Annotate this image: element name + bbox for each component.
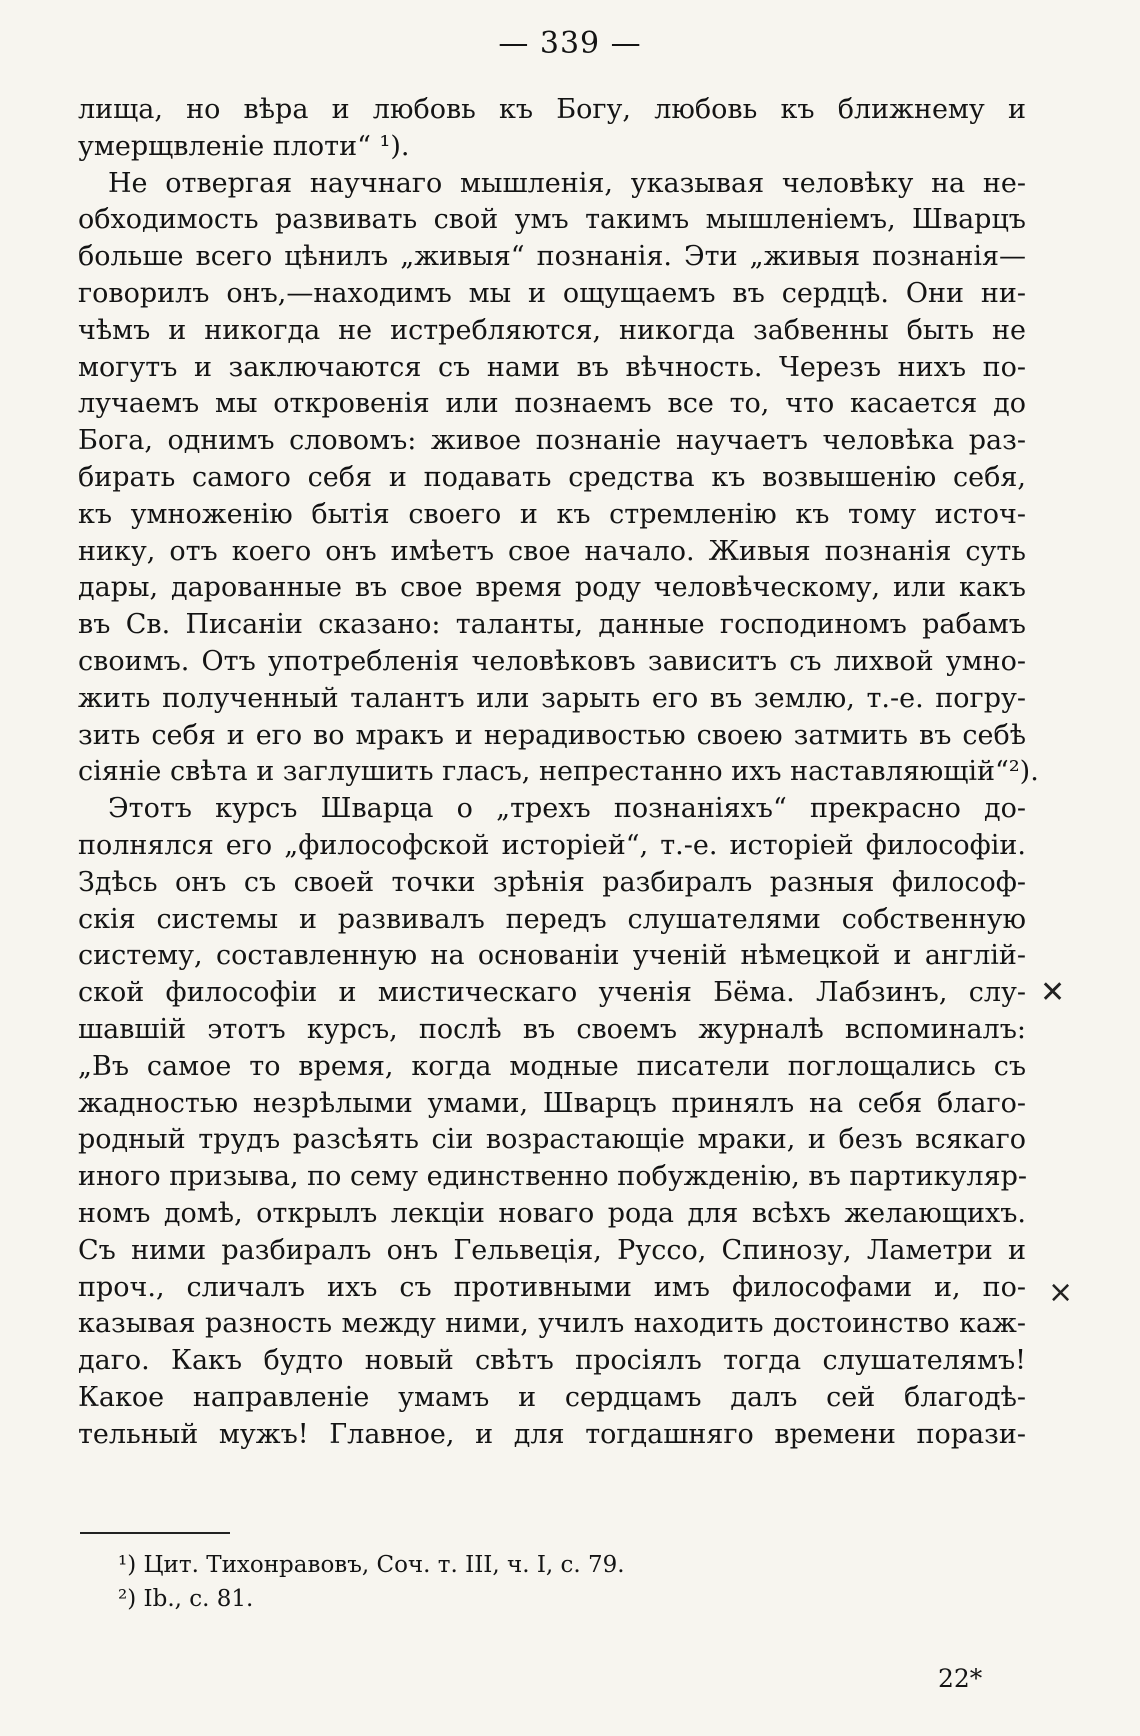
margin-mark: ✕ bbox=[1040, 975, 1066, 1010]
text-line: бирать самого себя и подавать средства къ возвышенію себя, bbox=[78, 461, 1026, 493]
footnote-divider bbox=[80, 1532, 230, 1535]
text-line: въ Св. Писаніи сказано: таланты, данные господиномъ рабамъ bbox=[78, 609, 1026, 641]
text-line: нику, отъ коего онъ имѣетъ свое начало. Живыя познанія суть bbox=[78, 535, 1026, 567]
footnotes bbox=[118, 1548, 818, 1616]
text-line: проч., сличалъ ихъ съ противными имъ философами и, по- bbox=[78, 1271, 1026, 1303]
text-line: казывая разность между ними, училъ находить достоинство каж- bbox=[78, 1308, 1026, 1340]
text-line: систему, составленную на основаніи ученій нѣмецкой и англій- bbox=[78, 940, 1026, 972]
text-line: тельный мужъ! Главное, и для тогдашняго времени порази- bbox=[78, 1418, 1026, 1450]
text-line: иного призыва, по сему единственно побужденію, въ партикуляр- bbox=[78, 1161, 1028, 1193]
text-line: обходимость развивать свой умъ такимъ мышленіемъ, Шварцъ bbox=[78, 204, 1026, 236]
text-line: сіяніе свѣта и заглушить гласъ, непрестанно ихъ наставляющій“²). bbox=[78, 756, 1039, 788]
printer-signature-mark: 22* bbox=[938, 1664, 983, 1693]
text-line: жадностью незрѣлыми умами, Шварцъ принялъ на себя благо- bbox=[78, 1087, 1026, 1119]
text-line: скія системы и развивалъ передъ слушателями собственную bbox=[78, 903, 1026, 935]
page-number: — 339 — bbox=[498, 26, 642, 61]
body-text bbox=[78, 92, 1039, 1453]
text-line: лища, но вѣра и любовь къ Богу, любовь къ ближнему и bbox=[78, 94, 1026, 125]
text-line: могутъ и заключаются съ нами въ вѣчность. Черезъ нихъ по- bbox=[78, 351, 1026, 383]
text-line: умерщвленіе плоти“ ¹). bbox=[78, 130, 410, 162]
text-line: ской философіи и мистическаго ученія Бёма. Лабзинъ, слу- bbox=[78, 977, 1026, 1009]
text-line: больше всего цѣнилъ „живыя“ познанія. Эти „живыя познанія— bbox=[78, 241, 1026, 273]
text-line: зить себя и его во мракъ и нерадивостью своею затмить въ себѣ bbox=[78, 719, 1026, 751]
text-line: Не отвергая научнаго мышленія, указывая человѣку на не- bbox=[108, 167, 1026, 199]
text-line: даго. Какъ будто новый свѣтъ просіялъ тогда слушателямъ! bbox=[78, 1345, 1026, 1377]
text-line: къ умноженію бытія своего и къ стремленію къ тому источ- bbox=[78, 498, 1026, 530]
text-line: Какое направленіе умамъ и сердцамъ далъ сей благодѣ- bbox=[78, 1381, 1026, 1413]
text-line: Бога, однимъ словомъ: живое познаніе научаетъ человѣка раз- bbox=[78, 425, 1026, 457]
text-line: Съ ними разбиралъ онъ Гельвеція, Руссо, Спинозу, Ламетри и bbox=[78, 1234, 1026, 1266]
text-line: „Въ самое то время, когда модные писатели поглощались съ bbox=[78, 1050, 1026, 1082]
margin-mark: × bbox=[1048, 1275, 1074, 1310]
text-line: родный трудъ разсѣять сіи возрастающіе мраки, и безъ всякаго bbox=[78, 1124, 1026, 1156]
text-line: своимъ. Отъ употребленія человѣковъ зависитъ съ лихвой умно- bbox=[78, 645, 1026, 677]
text-line: полнялся его „философской исторіей“, т.-е. исторіей философіи. bbox=[78, 829, 1026, 861]
text-line: Этотъ курсъ Шварца о „трехъ познаніяхъ“ прекрасно до- bbox=[108, 793, 1026, 825]
text-line: шавшій этотъ курсъ, послѣ въ своемъ журналѣ вспоминалъ: bbox=[78, 1013, 1026, 1045]
text-line: Здѣсь онъ съ своей точки зрѣнія разбиралъ разныя философ- bbox=[78, 866, 1026, 898]
text-line: номъ домѣ, открылъ лекціи новаго рода для всѣхъ желающихъ. bbox=[78, 1197, 1026, 1229]
text-line: жить полученный талантъ или зарыть его въ землю, т.-е. погру- bbox=[78, 682, 1026, 714]
text-line: чѣмъ и никогда не истребляются, никогда забвенны быть не bbox=[78, 314, 1026, 346]
footnote-2: ²) Ib., с. 81. bbox=[118, 1586, 254, 1612]
text-line: говорилъ онъ,—находимъ мы и ощущаемъ въ сердцѣ. Они ни- bbox=[78, 277, 1026, 309]
text-line: лучаемъ мы откровенія или познаемъ все то, что касается до bbox=[78, 388, 1026, 420]
footnote-1: ¹) Цит. Тихонравовъ, Соч. т. III, ч. I, с. 79. bbox=[118, 1552, 625, 1578]
text-line: дары, дарованные въ свое время роду человѣческому, или какъ bbox=[78, 572, 1026, 604]
